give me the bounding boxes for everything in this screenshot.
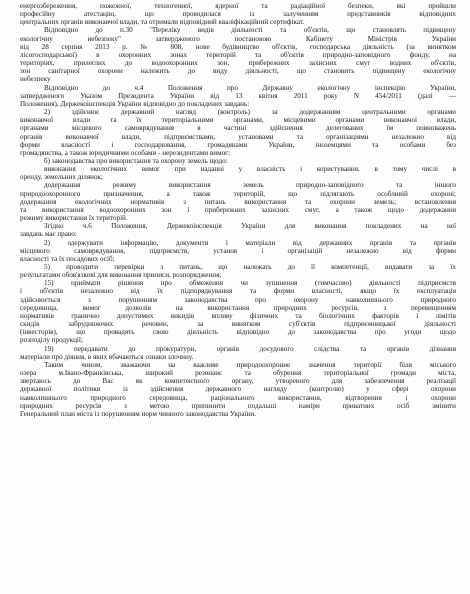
text-line: Згідно ч.6 Положення, Держекоінспекція України для виконання покладених на неї <box>44 222 456 231</box>
text-line: Генеральний план міста із порушенням норм чинного законодавства України. <box>20 409 256 418</box>
paragraph <box>20 84 456 108</box>
text-line: екологічну небезпеку" затвердженого постановою Кабінету Міністрів України <box>20 34 456 43</box>
text-line: додержання режиму використання земель природно-заповідного та іншого <box>44 181 456 190</box>
text-line: оренду, земельних ділянок; <box>20 173 103 182</box>
text-line: 2) одержувати інформацію, документи і матеріали від державних органів та органів <box>44 238 456 247</box>
paragraph <box>20 26 456 83</box>
text-line: органами місцевого самоврядування в частині здійснення делегованих їм повноважень <box>20 124 456 133</box>
text-line: Положення), Держекоінспекція України відповідно до покладених завдань: <box>20 99 250 108</box>
text-line: озера м.Івано-Франківська, широкий резонанс та обурення територіальної громади міста, <box>20 369 456 378</box>
text-line: Таким чином, зважаючи на важливе природоохоронне значення території біля міського <box>44 360 456 369</box>
text-line: виконання екологічних вимог при наданні у власність і користування, в тому числі в <box>44 165 456 174</box>
text-line: державної політики із здійснення державного нагляду (контролю) у сфері охорони <box>20 385 456 394</box>
text-line: природних ресурсів з метою припинити подальші наміри приватних осіб змінити <box>20 401 456 410</box>
text-line: виконавчої влади та їх територіальними органами, місцевими органами виконавчої влади, <box>20 116 456 125</box>
paragraph <box>20 2 456 26</box>
text-line: територіях, прилеглих до водоохоронних зон, прибережних захисних смуг водних об'єктів, <box>20 59 456 68</box>
text-line: скидів забруднюючих речовин, за винятком суб'єктів підприємницької діяльності <box>20 320 456 329</box>
paragraph <box>20 239 456 263</box>
paragraph <box>20 157 456 165</box>
text-line: 15) приймати рішення про обмеження чи зупинення (тимчасово) діяльності підприємств <box>44 279 456 288</box>
text-line: Відповідно до ч.4 Положення про Державну екологічну інспекцію України, <box>44 83 456 92</box>
paragraph <box>20 222 456 238</box>
paragraph <box>20 263 456 279</box>
text-line: професійну атестацію, що проводилася із залученням представників відповідних <box>20 10 456 19</box>
text-line: 5) проводити перевірки з питань, що належать до її компетенції, видавати за їх <box>44 263 456 271</box>
text-line: форми власності і господарювання, громадянами України, іноземцями та особами без <box>20 140 456 149</box>
text-line: нормативів гранично допустимих викидів впливу фізичних та біологічних факторів і лімітів <box>20 311 456 320</box>
paragraph <box>20 108 456 157</box>
text-line: завдань має право: <box>20 230 77 239</box>
text-line: місцевого самоврядування, підприємств, установ і організацій незалежно від форми <box>20 246 456 255</box>
text-line: природоохоронного призначення, а також територій, що підлягають особливій охороні; <box>20 189 456 198</box>
text-line: власності та їх посадових осіб; <box>20 254 115 263</box>
text-line: результатами обов'язкові для виконання приписи, розпорядження; <box>20 271 222 280</box>
text-line: зон санітарної охорони належить до виду діяльності, що становить підвищену екологічну <box>20 67 456 76</box>
text-line: енергозбереження, пожежної, техногенної, ядерної та радіаційної безпеки, які пройшли <box>20 2 456 10</box>
text-line: здійснюється з порушенням законодавства про охорону навколишнього природного <box>20 295 456 304</box>
text-line: громадянства, а також юридичними особами - нерезидентами вимог: <box>20 148 231 157</box>
text-line: та використання водоохоронних зон і прибережних захисних смуг, а також щодо додержання <box>20 205 456 214</box>
paragraph <box>20 165 456 181</box>
text-line: від 28 серпня 2013 р. № 808, нове будівництво об'єктів, господарська діяльність (за винятком <box>20 42 456 51</box>
text-line: навколишнього природного середовища, раціонального використання, відтворення і охорони <box>20 393 456 402</box>
text-line: небезпеку <box>20 75 51 84</box>
text-line: режиму використання їх територій. <box>20 214 128 223</box>
text-line: Відповідно до п.30 "Переліку видів діяльності та об'єктів, що становлять підвищену <box>44 26 456 35</box>
text-line: б) законодавства про використання та охорону земель щодо: <box>44 156 228 165</box>
paragraph <box>20 181 456 222</box>
text-line: 19) передавати до прокуратури, органів досудового слідства та органів дізнання <box>44 344 456 353</box>
text-line: лісогосподарської) в охоронних зонах територій та об'єктів природно-заповідного фонду, на <box>20 50 456 59</box>
text-line: середовища, вимог дозволів на використання природних ресурсів, з перевищенням <box>20 303 456 312</box>
paragraph <box>20 361 456 418</box>
text-line: і об'єктів незалежно від їх підпорядкування та форми власності, якщо їх експлуатація <box>20 287 456 296</box>
text-line: розподілу продукції; <box>20 336 83 345</box>
paragraph <box>20 345 456 361</box>
text-line: (інвесторів), що провадять свою діяльність відповідно до законодавства про угоди щодо <box>20 328 456 337</box>
text-line: затвердженого Указом Президента України від 13 квітня 2011 року N 454/2011 (далі — <box>20 91 456 100</box>
text-line: додержання екологічних нормативів з питань використання та охорони земель; встановлення <box>20 197 456 206</box>
text-line: матеріали про діяння, в яких вбачаються ознаки злочину. <box>20 352 194 361</box>
text-line: органів виконавчої влади, підприємствами, установами та організаціями незалежно від <box>20 132 456 141</box>
text-line: звертаюсь до Вас як компетентного органу, утвореного для забезпечення реалізації <box>20 377 456 386</box>
text-line: центральних органів виконавчої влади, та отримали відповідний кваліфікаційний сертифікат. <box>20 18 305 27</box>
paragraph <box>20 279 456 344</box>
text-line: 2) здійснює державний нагляд (контроль) за додержанням центральними органами <box>44 108 456 117</box>
